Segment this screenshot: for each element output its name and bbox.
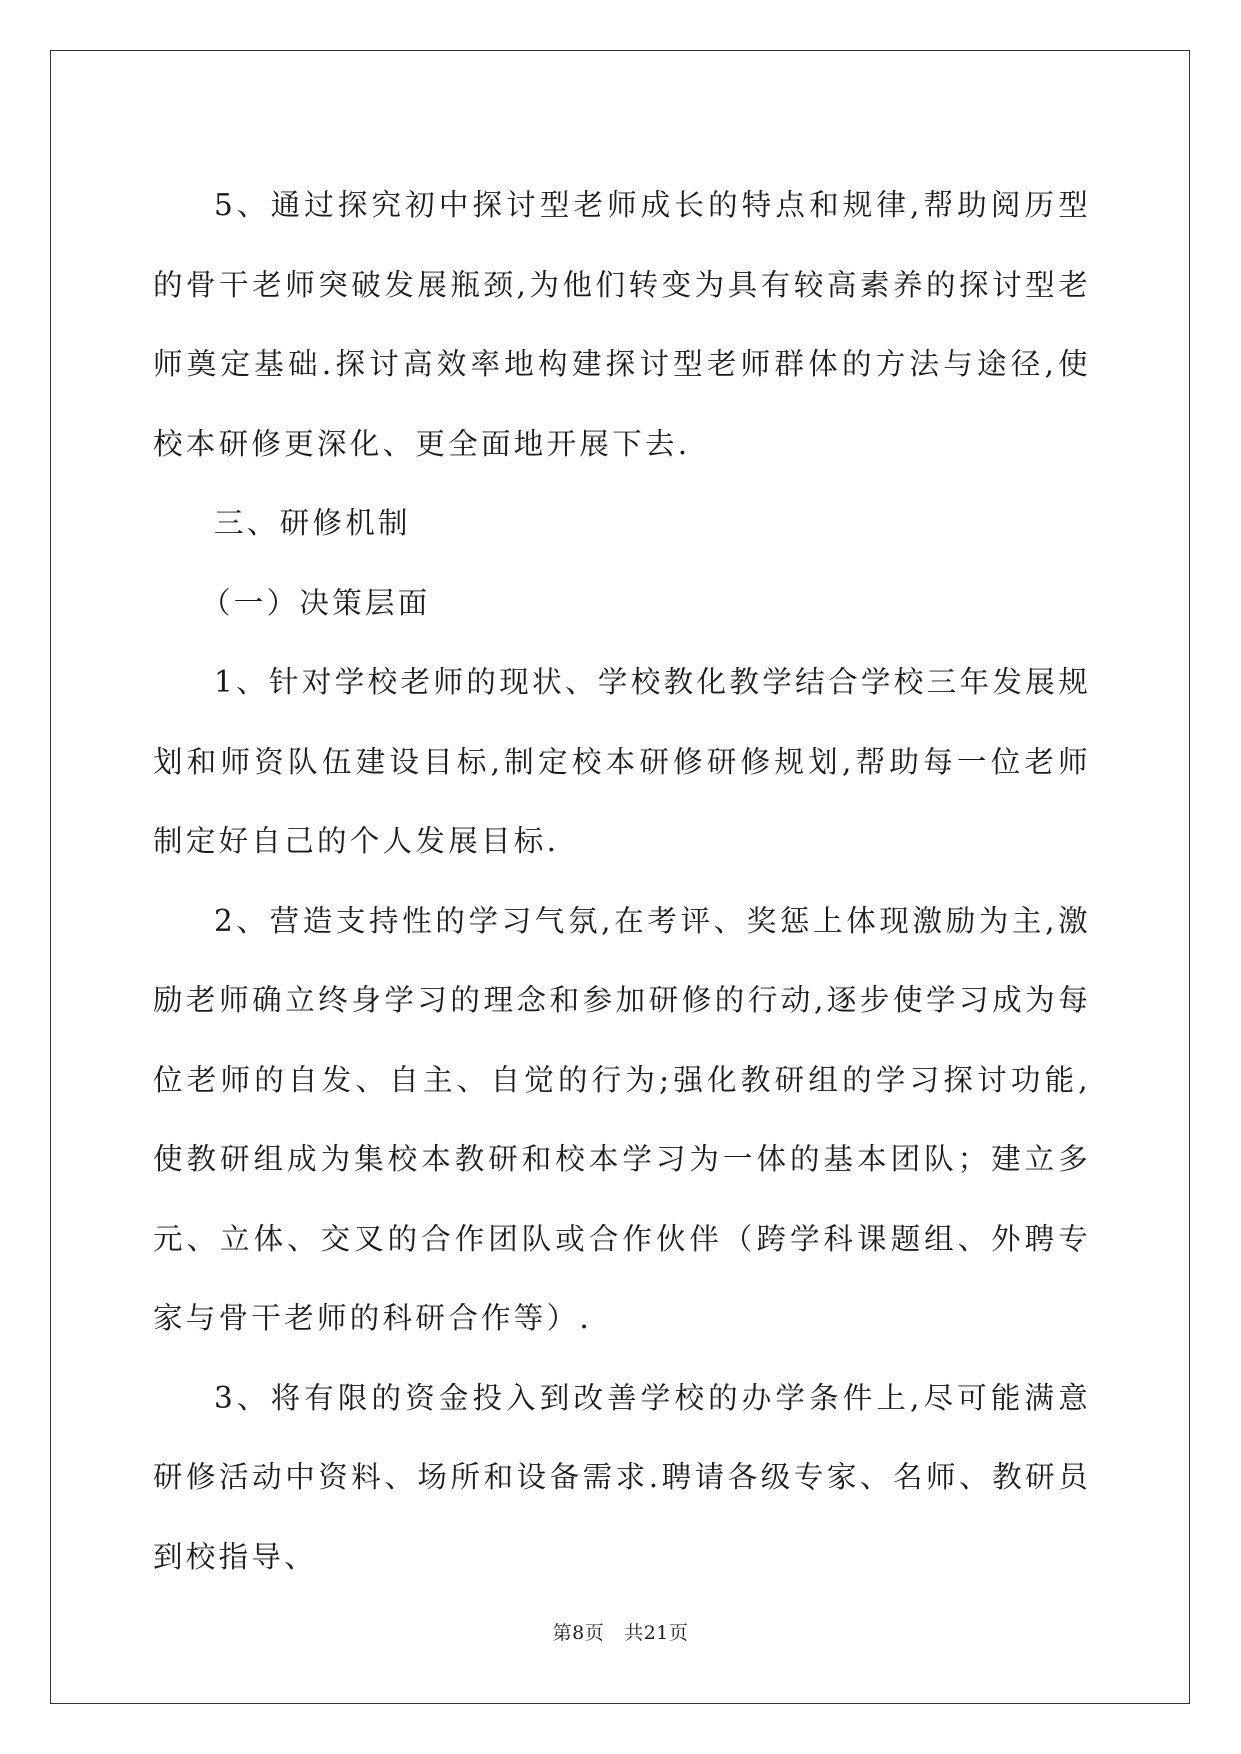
subsection-heading-decision: （一）决策层面 [201, 585, 431, 620]
paragraph-5: 5、通过探究初中探讨型老师成长的特点和规律,帮助阅历型的骨干老师突破发展瓶颈,为他们转变为具有较高素养的探讨型老师奠定基础.探讨高效率地构建探讨型老师群体的方法与途径,使校本研修更深化、更全面地开展下去. [153, 188, 1091, 461]
document-body [153, 166, 1091, 1597]
total-pages: 共21页 [624, 1622, 689, 1644]
paragraph-1: 1、针对学校老师的现状、学校教化教学结合学校三年发展规划和师资队伍建设目标,制定校本研修研修规划,帮助每一位老师制定好自己的个人发展目标. [153, 665, 1091, 858]
section-heading-mechanism: 三、研修机制 [214, 506, 411, 540]
paragraph-2: 2、营造支持性的学习气氛,在考评、奖惩上体现激励为主,激励老师确立终身学习的理念和参加研修的行动,逐步使学习成为每位老师的自发、自主、自觉的行为;强化教研组的学习探讨功能,使教研组成为集校本教研和校本学习为一体的基本团队；建立多元、立体、交叉的合作团队或合作伙伴（跨学科课题组、外聘专家与骨干老师的科研合作等）. [153, 903, 1091, 1335]
page-footer [0, 1618, 1241, 1645]
paragraph-3: 3、将有限的资金投入到改善学校的办学条件上,尽可能满意研修活动中资料、场所和设备需求.聘请各级专家、名师、教研员到校指导、 [153, 1380, 1091, 1574]
page-number: 第8页 [552, 1622, 605, 1644]
